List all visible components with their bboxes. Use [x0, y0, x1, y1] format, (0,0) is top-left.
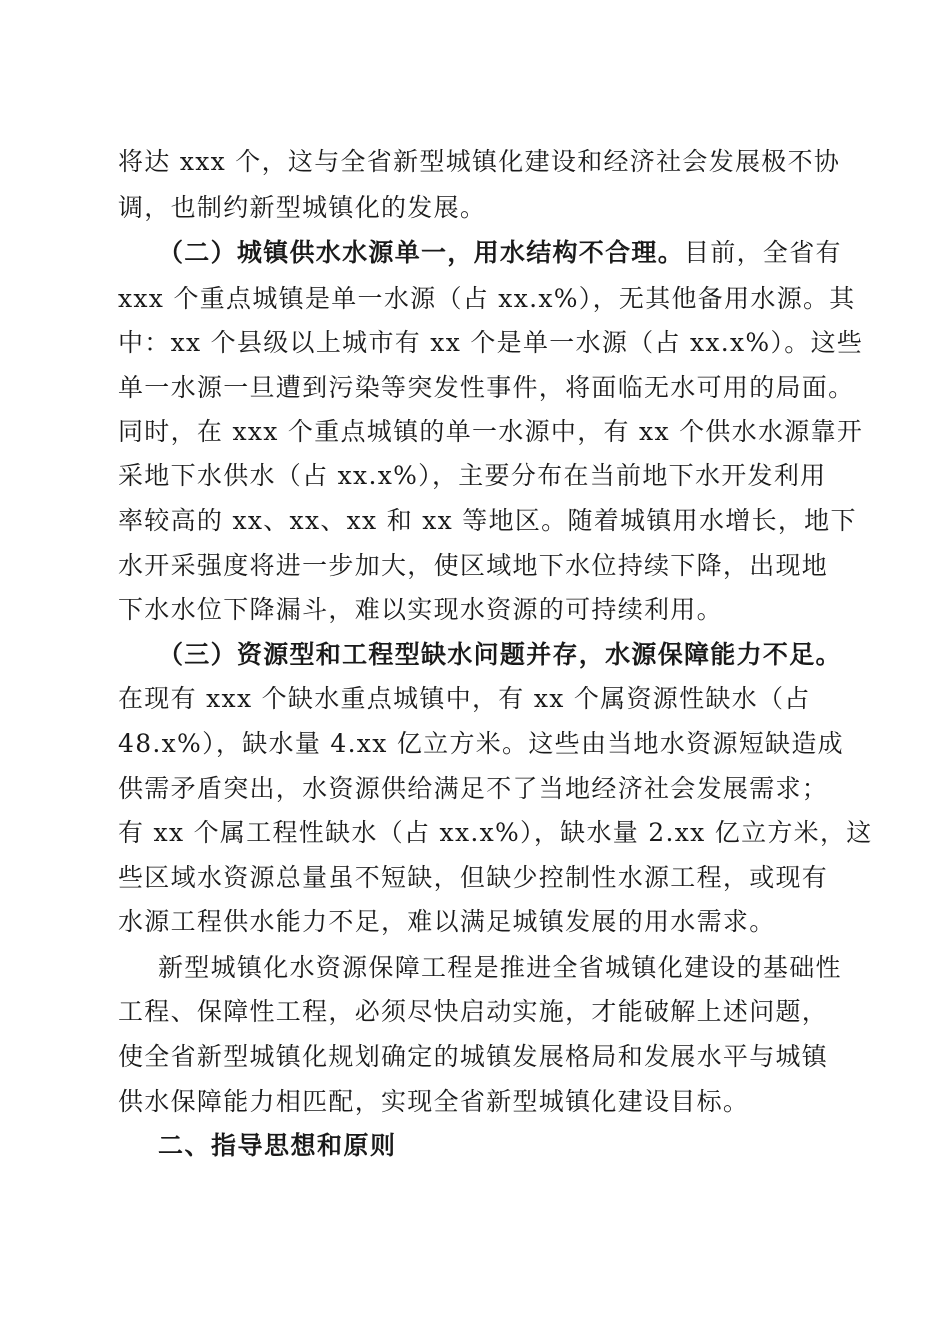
paragraph-2-line-2: xxx 个重点城镇是单一水源（占 xx.x%），无其他备用水源。其 [118, 284, 856, 313]
paragraph-2-line-3: 中：xx 个县级以上城市有 xx 个是单一水源（占 xx.x%）。这些 [118, 328, 864, 357]
paragraph-1-line-1: 将达 xxx 个，这与全省新型城镇化建设和经济社会发展极不协 [118, 147, 841, 176]
paragraph-3-line-4: 供需矛盾突出，水资源供给满足不了当地经济社会发展需求； [118, 774, 829, 803]
paragraph-2-line-6: 采地下水供水（占 xx.x%），主要分布在当前地下水开发利用 [118, 461, 827, 490]
paragraph-4-line-3: 使全省新型城镇化规划确定的城镇发展格局和发展水平与城镇 [118, 1042, 829, 1071]
paragraph-2-line-1 [158, 231, 842, 275]
section-heading: 二、指导思想和原则 [158, 1131, 397, 1160]
paragraph-4-line-2: 工程、保障性工程，必须尽快启动实施，才能破解上述问题， [118, 997, 829, 1026]
paragraph-3-title: （三）资源型和工程型缺水问题并存，水源保障能力不足。 [158, 640, 842, 669]
paragraph-2-line-9: 下水水位下降漏斗，难以实现水资源的可持续利用。 [118, 595, 723, 624]
paragraph-2-line-1-rest: 目前，全省有 [684, 238, 842, 267]
paragraph-3-line-3: 48.x%），缺水量 4.xx 亿立方米。这些由当地水资源短缺造成 [118, 729, 844, 758]
paragraph-4-line-4: 供水保障能力相匹配，实现全省新型城镇化建设目标。 [118, 1087, 750, 1116]
paragraph-1-line-2: 调，也制约新型城镇化的发展。 [118, 193, 487, 222]
paragraph-3-line-7: 水源工程供水能力不足，难以满足城镇发展的用水需求。 [118, 907, 776, 936]
paragraph-4-line-1: 新型城镇化水资源保障工程是推进全省城镇化建设的基础性 [158, 953, 842, 982]
paragraph-3-line-2: 在现有 xxx 个缺水重点城镇中，有 xx 个属资源性缺水（占 [118, 684, 811, 713]
paragraph-3-line-5: 有 xx 个属工程性缺水（占 xx.x%），缺水量 2.xx 亿立方米，这 [118, 818, 873, 847]
paragraph-2-line-7: 率较高的 xx、xx、xx 和 xx 等地区。随着城镇用水增长，地下 [118, 506, 857, 535]
paragraph-2-line-5: 同时，在 xxx 个重点城镇的单一水源中，有 xx 个供水水源靠开 [118, 417, 864, 446]
paragraph-2-line-4: 单一水源一旦遭到污染等突发性事件，将面临无水可用的局面。 [118, 373, 855, 402]
paragraph-2-title: （二）城镇供水水源单一，用水结构不合理。 [158, 238, 685, 267]
paragraph-2-line-8: 水开采强度将进一步加大，使区域地下水位持续下降，出现地 [118, 551, 829, 580]
paragraph-3-line-6: 些区域水资源总量虽不短缺，但缺少控制性水源工程，或现有 [118, 863, 829, 892]
